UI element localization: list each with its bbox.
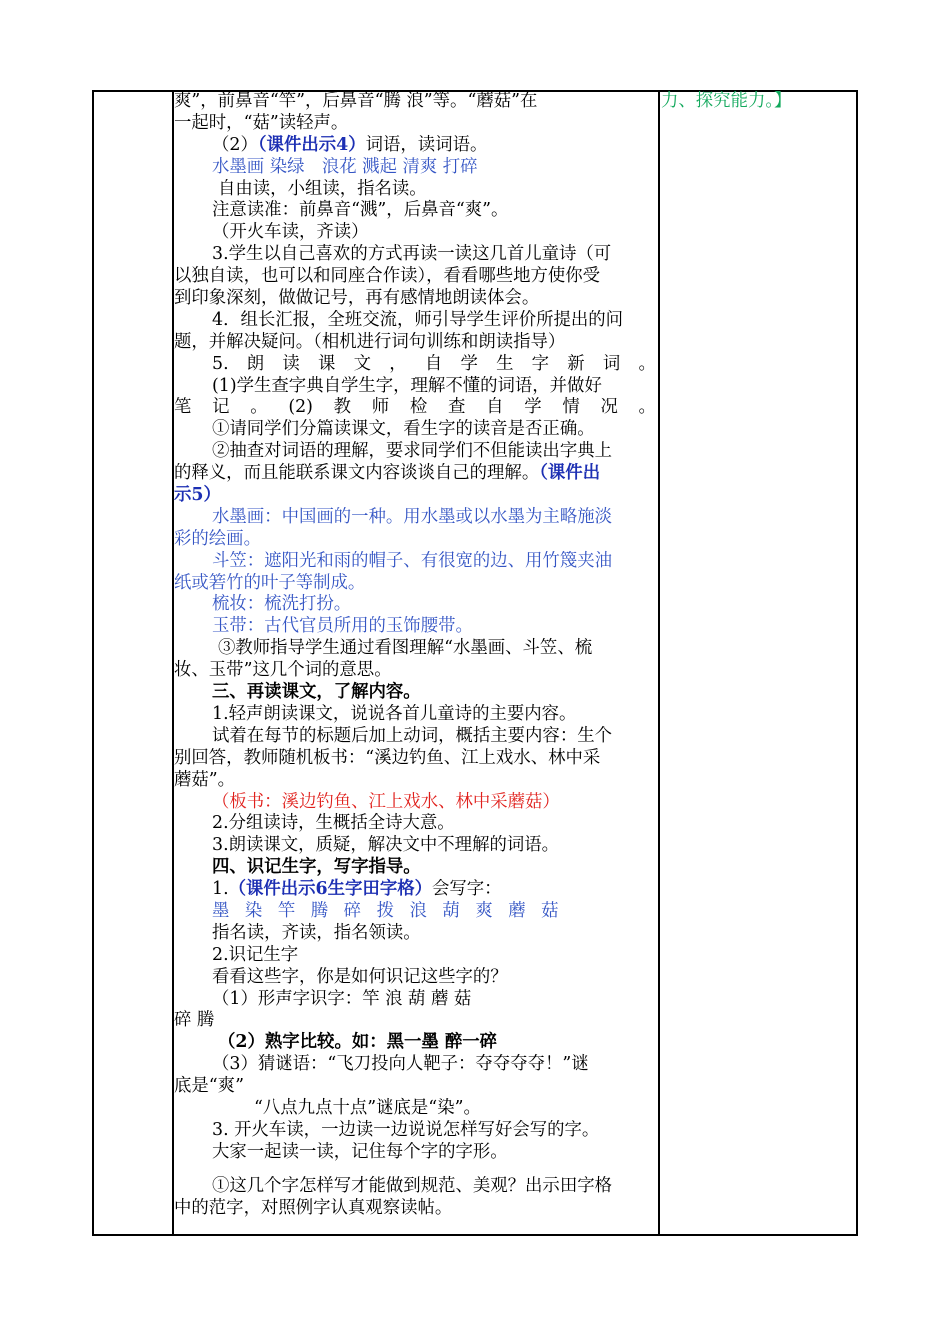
text-line: 中的范字，对照例字认真观察读帖。 bbox=[174, 1197, 453, 1218]
text-line: ①这几个字怎样写才能做到规范、美观？出示田字格 bbox=[212, 1175, 612, 1196]
text-char: 自 bbox=[424, 353, 443, 374]
text-char: 词 bbox=[602, 353, 621, 374]
text-line: 底是“爽” bbox=[174, 1076, 244, 1097]
text-line: “八点九点十点”谜底是“染”。 bbox=[254, 1097, 481, 1118]
text-char: 自 bbox=[486, 397, 504, 418]
text-line-bold: （2）熟字比较。如：黑一墨 醉一碎 bbox=[218, 1032, 498, 1053]
line-text: 的释义，而且能联系课文内容谈谈自己的理解。 bbox=[174, 463, 540, 484]
text-char: 学 bbox=[460, 353, 478, 374]
courseware-note: （课件出示4） bbox=[257, 134, 366, 155]
definition-line: 彩的绘画。 bbox=[174, 528, 261, 549]
text-char: 新 bbox=[567, 353, 585, 374]
text-char: 笔 bbox=[174, 397, 192, 418]
text-line: 爽”，前鼻音“竿”，后鼻音“腾 浪”等。“蘑菇”在 bbox=[174, 91, 538, 111]
text-line: 以独自读，也可以和同座合作读），看看哪些地方使你受 bbox=[174, 266, 601, 287]
table-right-border bbox=[856, 90, 858, 1235]
text-line: 4．组长汇报，全班交流，师引导学生评价所提出的问 bbox=[212, 309, 624, 330]
text-char: 教 bbox=[333, 397, 352, 418]
blackboard-note: （板书：溪边钓鱼、江上戏水、林中采蘑菇） bbox=[212, 791, 560, 812]
design-intent-note: 力、探究能力。】 bbox=[661, 91, 792, 111]
text-line: 注意读准：前鼻音“溅”，后鼻音“爽”。 bbox=[212, 200, 509, 221]
text-line: 到印象深刻，做做记号，再有感情地朗读体会。 bbox=[174, 288, 540, 309]
text-char: (2) bbox=[288, 397, 313, 418]
step-text: 词语，读词语。 bbox=[365, 134, 488, 155]
design-intent-column bbox=[661, 91, 856, 113]
definition-line: 纸或箬竹的叶子等制成。 bbox=[174, 572, 366, 593]
text-char: 5. bbox=[212, 353, 229, 374]
text-line: ③教师指导学生通过看图理解“水墨画、斗笠、梳 bbox=[218, 638, 593, 659]
text-line: 自由读，小组读，指名读。 bbox=[218, 178, 427, 199]
table-left-border bbox=[92, 90, 94, 1235]
column-divider-2 bbox=[658, 90, 660, 1235]
section-heading: 三、再读课文，了解内容。 bbox=[212, 682, 421, 703]
text-line: 3.学生以自己喜欢的方式再读一读这几首儿童诗（可 bbox=[212, 244, 612, 265]
definition-line: 玉带：古代官员所用的玉饰腰带。 bbox=[212, 616, 473, 637]
text-char: 记 bbox=[212, 397, 230, 418]
courseware-note: 示5） bbox=[174, 485, 221, 506]
justified-line bbox=[174, 354, 658, 376]
text-line: ②抽查对词语的理解，要求同学们不但能读出字典上 bbox=[212, 441, 612, 462]
text-line: （3）猜谜语：“飞刀投向人靶子：夺夺夺夺！”谜 bbox=[212, 1054, 589, 1075]
courseware-note: （课件出示6生字田字格） bbox=[228, 879, 432, 900]
text-line: 一起时，“菇”读轻声。 bbox=[174, 112, 349, 133]
definition-line: 梳妆：梳洗打扮。 bbox=[212, 594, 352, 615]
text-line: 3. 开火车读，一边读一边说说怎样写好会写的字。 bbox=[212, 1119, 600, 1140]
text-char: 学 bbox=[524, 397, 542, 418]
text-char: 况 bbox=[600, 397, 618, 418]
text-line: 妆、玉带”这几个词的意思。 bbox=[174, 660, 392, 681]
definition-line: 斗笠：遮阳光和雨的帽子、有很宽的边、用竹篾夹油 bbox=[212, 550, 612, 571]
text-line: （开火车读，齐读） bbox=[212, 222, 369, 243]
text-char: 师 bbox=[371, 397, 390, 418]
text-char: 查 bbox=[448, 397, 466, 418]
text-char: 。 bbox=[250, 397, 268, 418]
text-line: 蘑菇”。 bbox=[174, 769, 236, 790]
text-line bbox=[174, 135, 658, 157]
text-char: ， bbox=[389, 353, 407, 374]
text-line: 2.识记生字 bbox=[212, 944, 299, 965]
character-list: 墨 染 竿 腾 碎 拨 浪 葫 爽 蘑 菇 bbox=[212, 900, 564, 921]
text-char: 字 bbox=[531, 353, 550, 374]
text-line: 2.分组读诗，生概括全诗大意。 bbox=[212, 813, 455, 834]
text-char: 生 bbox=[496, 353, 514, 374]
section-heading: 四、识记生字，写字指导。 bbox=[212, 857, 421, 878]
text-char: 文 bbox=[353, 353, 372, 374]
text-line: 1.轻声朗读课文，说说各首儿童诗的主要内容。 bbox=[212, 703, 577, 724]
lesson-process-column bbox=[174, 91, 658, 1219]
step-text: 会写字： bbox=[432, 879, 502, 900]
text-line: （1）形声字识字：竿 浪 葫 蘑 菇 bbox=[212, 988, 472, 1009]
text-char: 。 bbox=[638, 353, 656, 374]
text-char: 读 bbox=[282, 353, 300, 374]
text-line bbox=[174, 463, 658, 485]
text-line bbox=[174, 879, 658, 901]
text-char: 。 bbox=[638, 397, 656, 418]
vocab-list: 水墨画 染绿 浪花 溅起 清爽 打碎 bbox=[212, 156, 478, 177]
justified-line bbox=[174, 397, 658, 419]
text-line: 看看这些字，你是如何识记这些字的？ bbox=[212, 966, 508, 987]
step-number: （2） bbox=[212, 134, 258, 155]
text-line: 指名读，齐读，指名领读。 bbox=[212, 922, 421, 943]
text-line: (1)学生查字典自学生字，理解不懂的词语，并做好 bbox=[212, 375, 602, 396]
step-number: 1. bbox=[212, 879, 229, 900]
text-line: ①请同学们分篇读课文，看生字的读音是否正确。 bbox=[212, 419, 595, 440]
text-char: 朗 bbox=[246, 353, 265, 374]
text-line: 别回答，教师随机板书：“溪边钓鱼、江上戏水、林中采 bbox=[174, 747, 601, 768]
text-line: 题，并解决疑问。（相机进行词句训练和朗读指导） bbox=[174, 331, 566, 352]
courseware-note: （课件出 bbox=[539, 463, 601, 484]
table-bottom-border bbox=[92, 1234, 858, 1236]
definition-line: 水墨画：中国画的一种。用水墨或以水墨为主略施淡 bbox=[212, 506, 612, 527]
text-char: 课 bbox=[318, 353, 336, 374]
text-char: 检 bbox=[409, 397, 428, 418]
text-line: 大家一起读一读，记住每个字的字形。 bbox=[212, 1141, 508, 1162]
text-line: 3.朗读课文，质疑，解决文中不理解的词语。 bbox=[212, 835, 560, 856]
text-line: 碎 腾 bbox=[174, 1010, 215, 1031]
text-line: 试着在每节的标题后加上动词，概括主要内容：生个 bbox=[212, 725, 612, 746]
text-char: 情 bbox=[562, 397, 580, 418]
